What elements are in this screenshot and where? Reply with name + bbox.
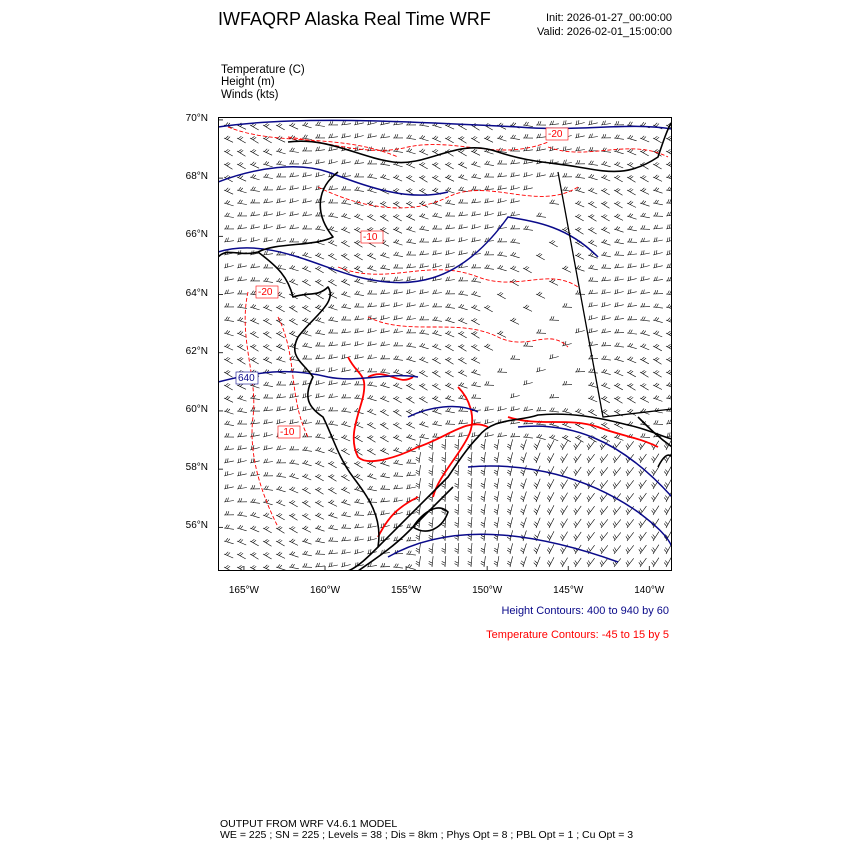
map-plot <box>218 117 672 571</box>
height-contour-legend: Height Contours: 400 to 940 by 60 <box>501 605 669 617</box>
latitude-label: 68°N <box>185 171 208 183</box>
contour-label: -10 <box>363 232 378 243</box>
latitude-label: 56°N <box>185 520 208 532</box>
chart-title: IWFAQRP Alaska Real Time WRF <box>218 9 491 29</box>
longitude-label: 145°W <box>553 585 584 596</box>
latitude-label: 70°N <box>185 112 208 124</box>
longitude-label: 160°W <box>309 585 341 596</box>
model-options: WE = 225 ; SN = 225 ; Levels = 38 ; Dis = 8km ; Phys Opt = 8 ; PBL Opt = 1 ; Cu Opt = 3 <box>220 829 634 841</box>
longitude-label: 155°W <box>391 585 422 596</box>
field-height-label: Height (m) <box>221 76 275 88</box>
latitude-label: 64°N <box>185 287 208 299</box>
contour-label: 640 <box>238 373 255 384</box>
contour-label: -10 <box>280 427 295 438</box>
contour-label: -20 <box>258 287 273 298</box>
field-winds-label: Winds (kts) <box>221 89 279 101</box>
temperature-contour-legend: Temperature Contours: -45 to 15 by 5 <box>486 629 669 641</box>
field-temperature-label: Temperature (C) <box>221 64 305 76</box>
longitude-label: 165°W <box>228 585 259 596</box>
latitude-label: 58°N <box>185 462 208 474</box>
contour-label: -20 <box>548 129 563 140</box>
latitude-label: 66°N <box>185 229 208 241</box>
longitude-label: 150°W <box>472 585 503 596</box>
model-info: OUTPUT FROM WRF V4.6.1 MODEL <box>220 818 398 830</box>
map-background <box>218 117 672 571</box>
latitude-label: 62°N <box>185 345 208 357</box>
valid-time: Valid: 2026-02-01_15:00:00 <box>537 26 672 38</box>
init-time: Init: 2026-01-27_00:00:00 <box>546 12 672 24</box>
longitude-label: 140°W <box>634 585 665 596</box>
latitude-label: 60°N <box>185 403 208 415</box>
